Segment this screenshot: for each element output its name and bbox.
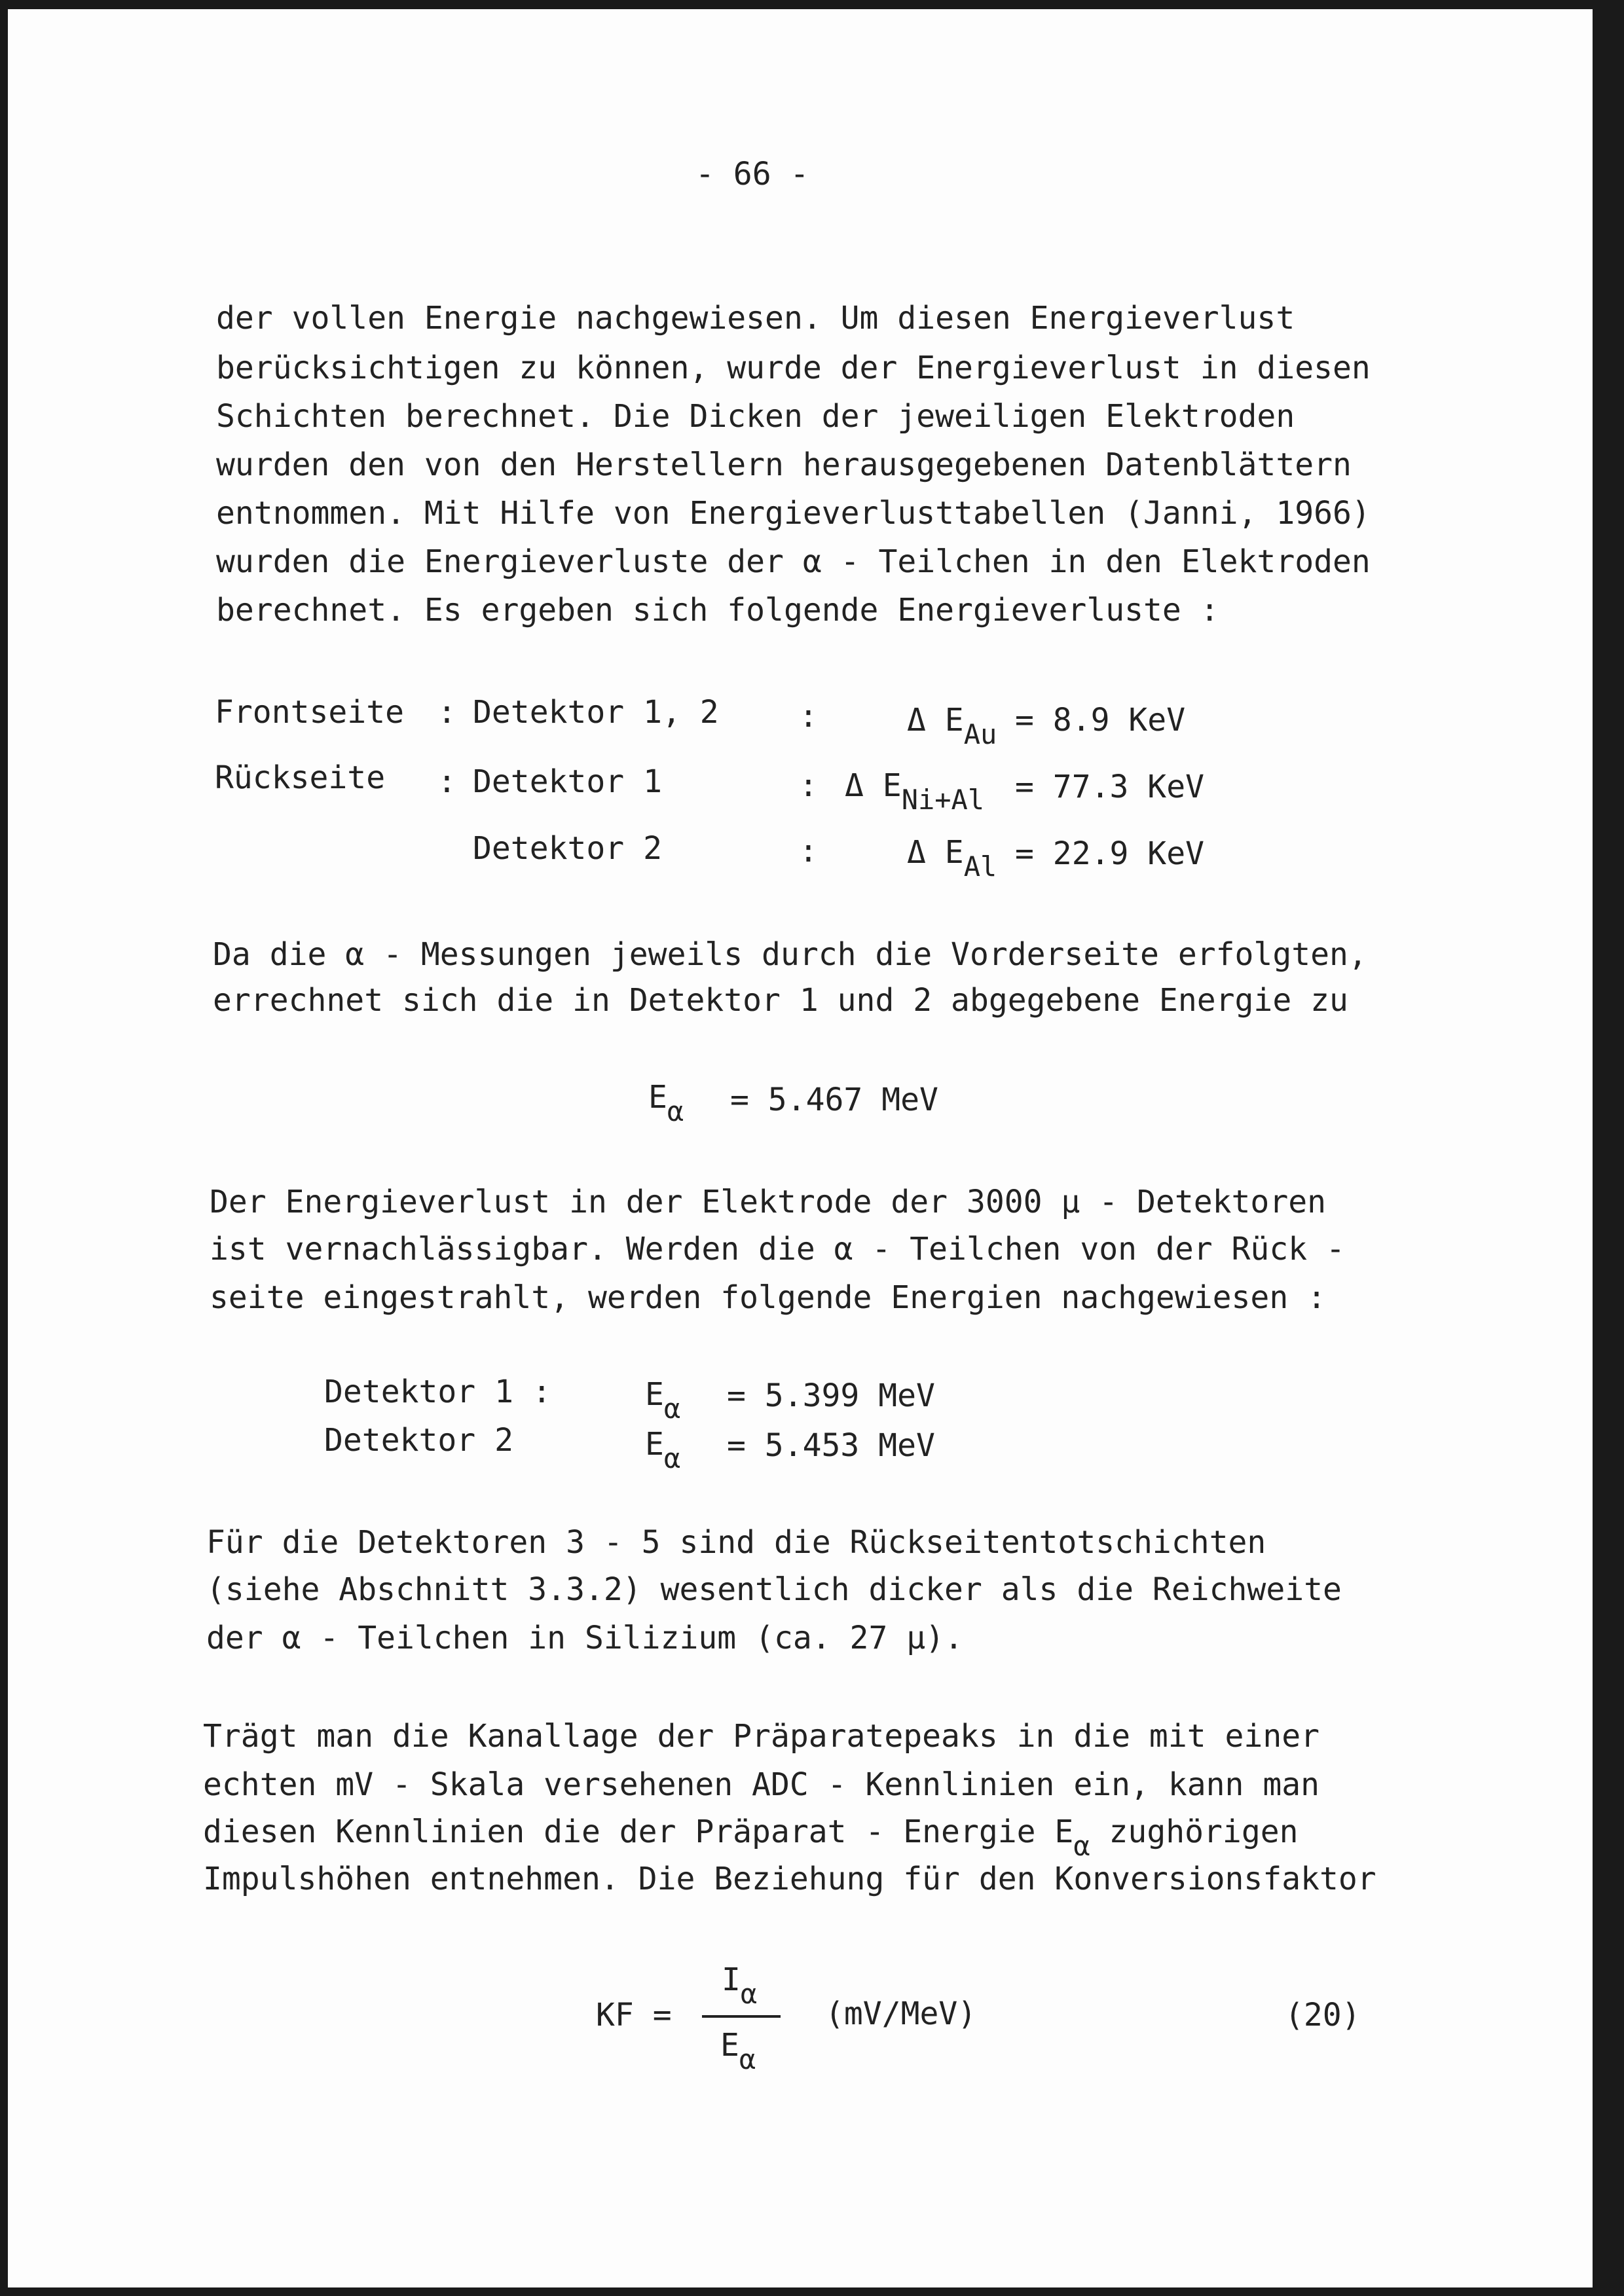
- para2-line-1: Da die α - Messungen jeweils durch die Vorderseite erfolgten,: [213, 936, 1367, 973]
- para1-line-3: Schichten berechnet. Die Dicken der jeweiligen Elektroden: [216, 398, 1295, 435]
- equation-e-alpha-value: = 5.467 MeV: [730, 1082, 938, 1118]
- energy-loss-au: Δ EAu: [907, 702, 997, 750]
- para3-line-2: ist vernachlässigbar. Werden die α - Teilchen von der Rück -: [210, 1231, 1345, 1267]
- detector-1-label: Detektor 1: [473, 763, 662, 800]
- colon: :: [799, 767, 818, 804]
- back-detector-1-label: Detektor 1 :: [324, 1374, 551, 1410]
- colon: :: [437, 763, 456, 800]
- para5-line-1: Trägt man die Kanallage der Präparatepeaks in die mit einer: [203, 1718, 1320, 1755]
- para1-line-2: berücksichtigen zu können, wurde der Energieverlust in diesen: [216, 350, 1371, 386]
- para1-line-5: entnommen. Mit Hilfe von Energieverlusttabellen (Janni, 1966): [216, 495, 1371, 532]
- para4-line-3: der α - Teilchen in Silizium (ca. 27 μ).: [206, 1620, 963, 1656]
- fraction-bar: [702, 2015, 781, 2018]
- para5-line-4: Impulshöhen entnehmen. Die Beziehung für den Konversionsfaktor: [203, 1861, 1376, 1897]
- back-e-alpha-1-value: = 5.399 MeV: [727, 1377, 935, 1414]
- formula-unit: (mV/MeV): [825, 1995, 977, 2032]
- page-number: - 66 -: [695, 156, 809, 192]
- colon: :: [799, 698, 818, 735]
- back-e-alpha-2-value: = 5.453 MeV: [727, 1427, 935, 1464]
- para1-line-7: berechnet. Es ergeben sich folgende Energieverluste :: [216, 592, 1219, 629]
- formula-numerator: Iα: [722, 1961, 758, 2010]
- energy-loss-nial-value: = 77.3 KeV: [1015, 769, 1204, 805]
- para1-line-6: wurden die Energieverluste der α - Teilchen in den Elektroden: [216, 543, 1371, 580]
- energy-loss-au-value: = 8.9 KeV: [1015, 702, 1186, 738]
- para5-line-3: diesen Kennlinien die der Präparat - Energie Eα zughörigen: [203, 1813, 1299, 1862]
- para1-line-1: der vollen Energie nachgewiesen. Um diesen Energieverlust: [216, 300, 1295, 337]
- back-side-label: Rückseite: [215, 759, 386, 796]
- energy-loss-al: Δ EAl: [907, 834, 997, 883]
- back-e-alpha-2: Eα: [645, 1426, 681, 1474]
- equation-e-alpha: Eα: [648, 1079, 684, 1127]
- para4-line-2: (siehe Abschnitt 3.3.2) wesentlich dicker als die Reichweite: [206, 1571, 1342, 1608]
- para4-line-1: Für die Detektoren 3 - 5 sind die Rückseitentotschichten: [206, 1524, 1266, 1561]
- energy-loss-nial: Δ ENi+Al: [845, 767, 985, 816]
- front-side-label: Frontseite: [215, 694, 404, 731]
- back-e-alpha-1: Eα: [645, 1376, 681, 1425]
- para5-line-2: echten mV - Skala versehenen ADC - Kennlinien ein, kann man: [203, 1766, 1320, 1803]
- formula-lhs: KF =: [596, 1997, 672, 2033]
- detector-2-label: Detektor 2: [473, 830, 662, 867]
- para1-line-4: wurden den von den Herstellern herausgegebenen Datenblättern: [216, 446, 1352, 483]
- para2-line-2: errechnet sich die in Detektor 1 und 2 abgegebene Energie zu: [213, 982, 1348, 1019]
- colon: :: [437, 694, 456, 731]
- colon: :: [799, 833, 818, 869]
- back-detector-2-label: Detektor 2: [324, 1422, 513, 1459]
- energy-loss-al-value: = 22.9 KeV: [1015, 835, 1204, 872]
- detector-1-2-label: Detektor 1, 2: [473, 694, 719, 731]
- para3-line-1: Der Energieverlust in der Elektrode der 3000 μ - Detektoren: [210, 1184, 1327, 1220]
- formula-denominator: Eα: [720, 2027, 756, 2075]
- equation-number: (20): [1285, 1997, 1361, 2033]
- para3-line-3: seite eingestrahlt, werden folgende Energien nachgewiesen :: [210, 1279, 1327, 1316]
